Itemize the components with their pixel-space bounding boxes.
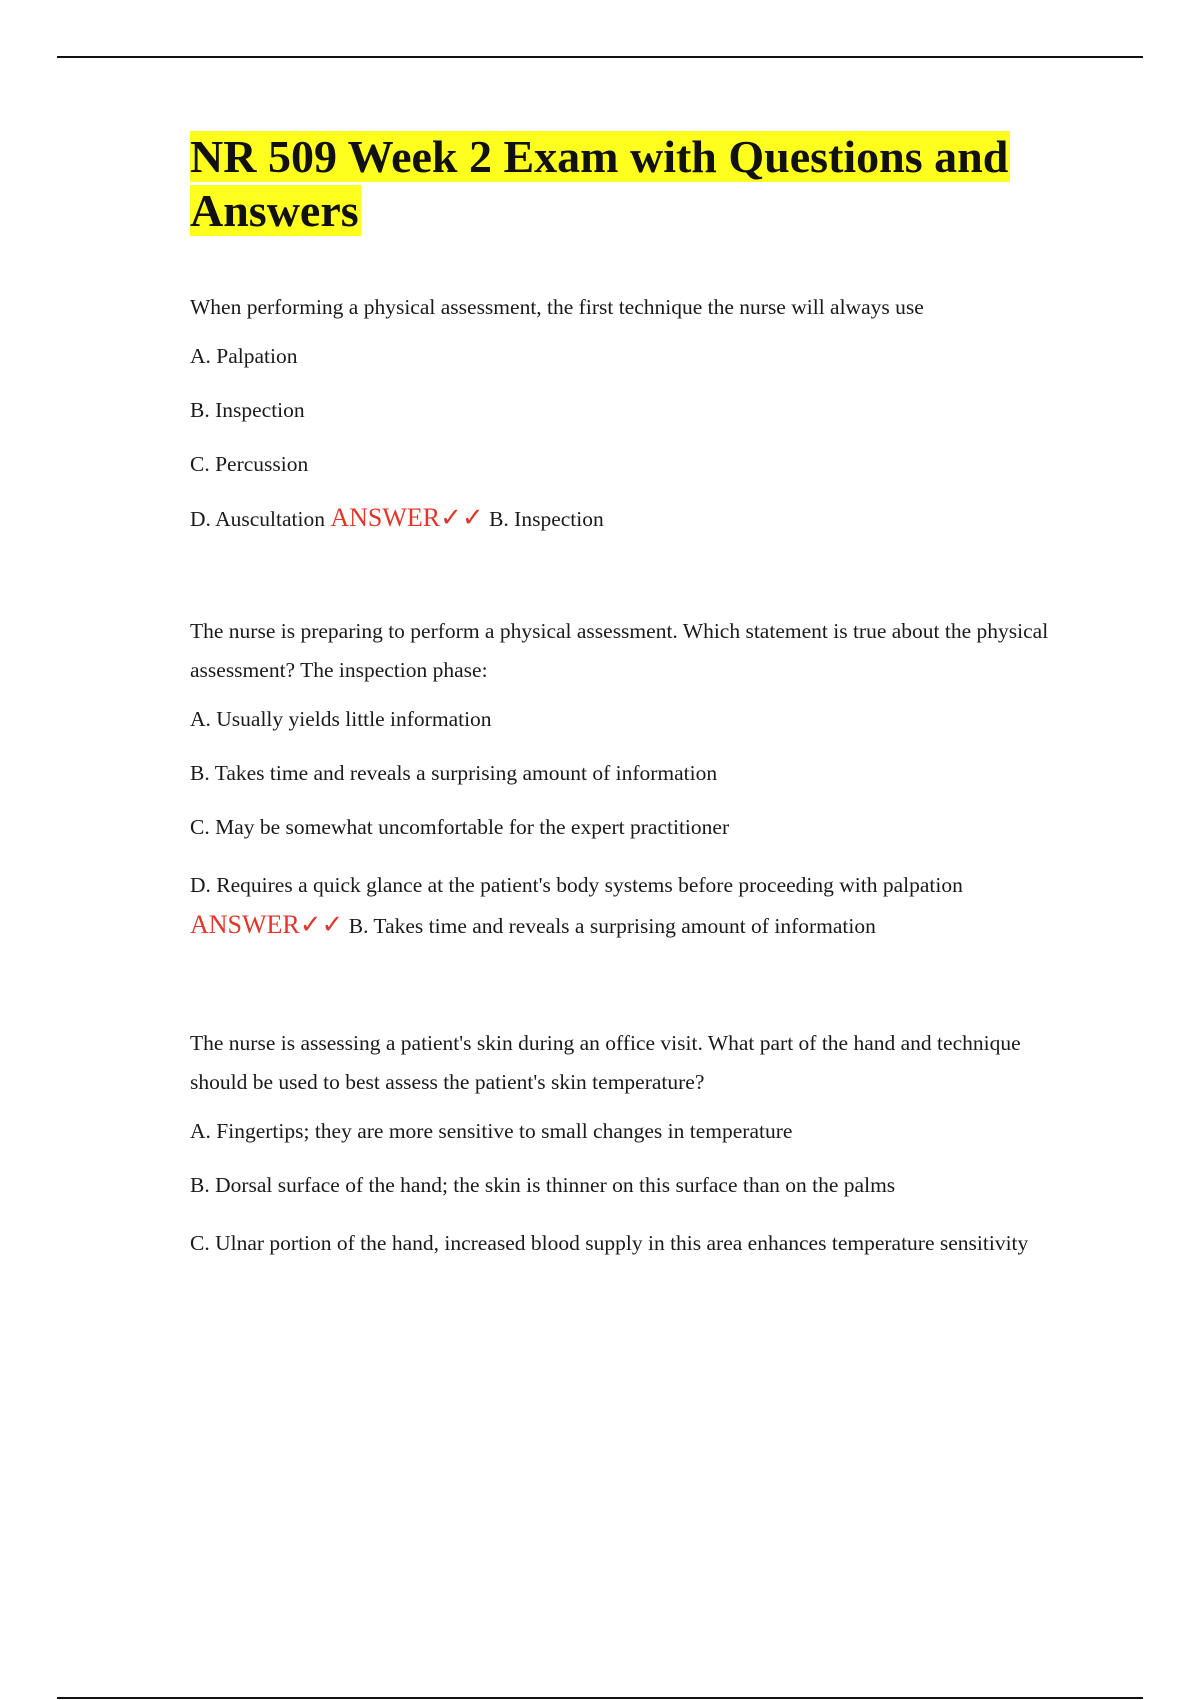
question-text: The nurse is preparing to perform a physical assessment. Which statement is true about the physical assessment? The inspection phase: bbox=[190, 619, 1049, 682]
question-3 bbox=[190, 1024, 1050, 1263]
option-a: A. Palpation bbox=[190, 344, 298, 368]
option-d-with-answer bbox=[190, 866, 1050, 946]
option-a: A. Fingertips; they are more sensitive to small changes in temperature bbox=[190, 1119, 793, 1143]
option-c: C. Ulnar portion of the hand, increased blood supply in this area enhances temperature sensitivity bbox=[190, 1231, 1029, 1255]
option-d: D. Auscultation bbox=[190, 507, 325, 531]
document-page bbox=[190, 130, 1050, 1287]
document-title bbox=[190, 130, 1050, 238]
question-text: The nurse is assessing a patient's skin during an office visit. What part of the hand and technique should be used to best assess the patient's skin temperature? bbox=[190, 1031, 1021, 1094]
answer-text: B. Takes time and reveals a surprising amount of information bbox=[348, 914, 876, 938]
footer-rule bbox=[57, 1697, 1143, 1699]
question-text: When performing a physical assessment, the first technique the nurse will always use bbox=[190, 295, 924, 319]
answer-label: ANSWER✓✓ bbox=[330, 503, 484, 532]
answer-text: B. Inspection bbox=[489, 507, 604, 531]
option-c: C. Percussion bbox=[190, 452, 309, 476]
question-2 bbox=[190, 612, 1050, 946]
option-b: B. Dorsal surface of the hand; the skin is thinner on this surface than on the palms bbox=[190, 1173, 896, 1197]
option-d: D. Requires a quick glance at the patient's body systems before proceeding with palpation bbox=[190, 873, 963, 897]
option-b: B. Inspection bbox=[190, 398, 305, 422]
answer-label: ANSWER✓✓ bbox=[190, 910, 344, 939]
header-rule bbox=[57, 56, 1143, 58]
question-1 bbox=[190, 288, 1050, 534]
option-b: B. Takes time and reveals a surprising amount of information bbox=[190, 761, 718, 785]
option-c: C. May be somewhat uncomfortable for the expert practitioner bbox=[190, 815, 730, 839]
option-a: A. Usually yields little information bbox=[190, 707, 492, 731]
title-highlight: NR 509 Week 2 Exam with Questions and Answers bbox=[190, 131, 1009, 236]
option-d-with-answer bbox=[190, 503, 1050, 534]
